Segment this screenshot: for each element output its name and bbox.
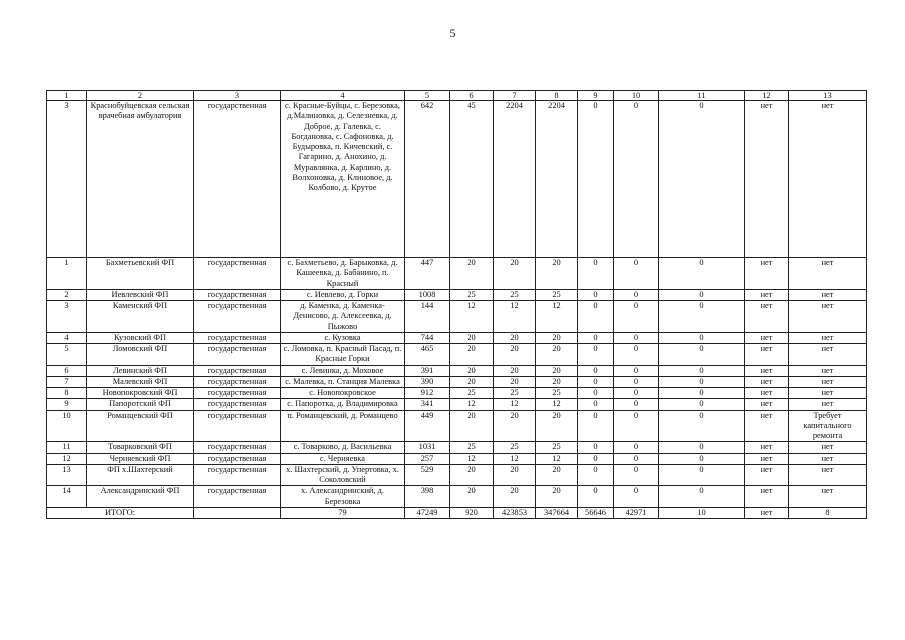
cell-c10: 0 [614, 388, 659, 399]
cell-c9: 0 [578, 486, 614, 508]
cell-c8: 20 [536, 365, 578, 376]
cell-c10: 0 [614, 486, 659, 508]
total-label: ИТОГО: [47, 507, 194, 518]
cell-c4: с. Малевка, п. Станция Малевка [281, 376, 405, 387]
cell-c13: нет [789, 376, 867, 387]
cell-c11: 0 [659, 453, 745, 464]
cell-c8: 25 [536, 442, 578, 453]
cell-c9: 0 [578, 289, 614, 300]
cell-c10: 0 [614, 376, 659, 387]
header-cell: 7 [494, 91, 536, 101]
cell-c6: 20 [450, 464, 494, 486]
cell-c2: Каменский ФП [87, 301, 194, 333]
cell-c1: 2 [47, 289, 87, 300]
cell-c13: нет [789, 464, 867, 486]
cell-c3: государственная [194, 442, 281, 453]
header-cell: 12 [745, 91, 789, 101]
cell-c2: Товарковский ФП [87, 442, 194, 453]
cell-c10: 0 [614, 332, 659, 343]
table-row [47, 101, 867, 258]
cell-c1: 10 [47, 410, 87, 442]
cell-c7: 20 [494, 365, 536, 376]
cell-c1: 3 [47, 301, 87, 333]
cell-c9: 0 [578, 301, 614, 333]
cell-c10: 0 [614, 258, 659, 290]
cell-c12: нет [745, 101, 789, 258]
cell-c2: Бахметьевский ФП [87, 258, 194, 290]
cell-c12: нет [745, 289, 789, 300]
cell-c7: 20 [494, 258, 536, 290]
cell-c7: 12 [494, 301, 536, 333]
cell-c7: 20 [494, 332, 536, 343]
total-c5: 47249 [405, 507, 450, 518]
cell-c12: нет [745, 365, 789, 376]
cell-c9: 0 [578, 101, 614, 258]
table-row [47, 442, 867, 453]
cell-c1: 8 [47, 388, 87, 399]
cell-c10: 0 [614, 410, 659, 442]
cell-c12: нет [745, 486, 789, 508]
table-row [47, 344, 867, 366]
cell-c11: 0 [659, 258, 745, 290]
table-row [47, 388, 867, 399]
cell-c11: 0 [659, 388, 745, 399]
table-row [47, 453, 867, 464]
cell-c1: 14 [47, 486, 87, 508]
cell-c2: Романцевский ФП [87, 410, 194, 442]
cell-c4: с. Иевлево, д. Горки [281, 289, 405, 300]
cell-c7: 25 [494, 388, 536, 399]
cell-c8: 20 [536, 410, 578, 442]
cell-c3: государственная [194, 365, 281, 376]
cell-c10: 0 [614, 464, 659, 486]
cell-c9: 0 [578, 442, 614, 453]
cell-c3: государственная [194, 388, 281, 399]
cell-c6: 25 [450, 388, 494, 399]
cell-c2: Новопокровский ФП [87, 388, 194, 399]
cell-c6: 20 [450, 376, 494, 387]
cell-c13: нет [789, 486, 867, 508]
cell-c4: с. Левинка, д. Моховое [281, 365, 405, 376]
cell-c12: нет [745, 453, 789, 464]
cell-c11: 0 [659, 399, 745, 410]
cell-c3: государственная [194, 332, 281, 343]
cell-c10: 0 [614, 344, 659, 366]
cell-c13: нет [789, 258, 867, 290]
cell-c5: 529 [405, 464, 450, 486]
cell-c3: государственная [194, 464, 281, 486]
page-number: 5 [449, 26, 456, 40]
cell-c12: нет [745, 410, 789, 442]
cell-c6: 45 [450, 101, 494, 258]
cell-c6: 12 [450, 399, 494, 410]
cell-c2: Краснобуйцевская сельская врачебная амбулатория [87, 101, 194, 258]
cell-c12: нет [745, 332, 789, 343]
cell-c8: 20 [536, 464, 578, 486]
cell-c5: 744 [405, 332, 450, 343]
cell-c11: 0 [659, 101, 745, 258]
total-c3 [194, 507, 281, 518]
cell-c5: 1008 [405, 289, 450, 300]
cell-c11: 0 [659, 486, 745, 508]
header-cell: 9 [578, 91, 614, 101]
cell-c6: 20 [450, 486, 494, 508]
header-cell: 6 [450, 91, 494, 101]
cell-c12: нет [745, 399, 789, 410]
cell-c1: 13 [47, 464, 87, 486]
total-c11: 10 [659, 507, 745, 518]
facilities-table [46, 90, 867, 519]
cell-c7: 20 [494, 486, 536, 508]
cell-c5: 449 [405, 410, 450, 442]
cell-c2: Черняевский ФП [87, 453, 194, 464]
cell-c12: нет [745, 388, 789, 399]
table-body [47, 91, 867, 519]
cell-c10: 0 [614, 453, 659, 464]
cell-c10: 0 [614, 101, 659, 258]
cell-c2: Ломовский ФП [87, 344, 194, 366]
cell-c3: государственная [194, 344, 281, 366]
cell-c12: нет [745, 442, 789, 453]
total-c13: 8 [789, 507, 867, 518]
total-c4: 79 [281, 507, 405, 518]
cell-c13: нет [789, 344, 867, 366]
cell-c7: 12 [494, 399, 536, 410]
cell-c11: 0 [659, 464, 745, 486]
cell-c3: государственная [194, 289, 281, 300]
cell-c3: государственная [194, 101, 281, 258]
cell-c6: 20 [450, 258, 494, 290]
cell-c1: 3 [47, 101, 87, 258]
cell-c3: государственная [194, 486, 281, 508]
total-c12: нет [745, 507, 789, 518]
cell-c5: 391 [405, 365, 450, 376]
cell-c13: нет [789, 289, 867, 300]
cell-c8: 25 [536, 289, 578, 300]
cell-c4: с. Кузовка [281, 332, 405, 343]
cell-c9: 0 [578, 365, 614, 376]
cell-c6: 12 [450, 453, 494, 464]
cell-c8: 12 [536, 399, 578, 410]
cell-c4: с. Ломовка, п. Красный Пасад, п. Красные Горки [281, 344, 405, 366]
cell-c3: государственная [194, 453, 281, 464]
cell-c11: 0 [659, 410, 745, 442]
cell-c5: 341 [405, 399, 450, 410]
cell-c11: 0 [659, 344, 745, 366]
header-cell: 2 [87, 91, 194, 101]
cell-c9: 0 [578, 258, 614, 290]
cell-c9: 0 [578, 464, 614, 486]
cell-c8: 20 [536, 332, 578, 343]
cell-c6: 20 [450, 365, 494, 376]
cell-c9: 0 [578, 376, 614, 387]
header-cell: 1 [47, 91, 87, 101]
cell-c10: 0 [614, 399, 659, 410]
cell-c11: 0 [659, 365, 745, 376]
cell-c9: 0 [578, 453, 614, 464]
cell-c2: Малевский ФП [87, 376, 194, 387]
cell-c3: государственная [194, 376, 281, 387]
cell-c5: 1031 [405, 442, 450, 453]
cell-c8: 25 [536, 388, 578, 399]
cell-c1: 11 [47, 442, 87, 453]
cell-c13: нет [789, 365, 867, 376]
cell-c4: с. Новопокровское [281, 388, 405, 399]
cell-c13: нет [789, 453, 867, 464]
cell-c12: нет [745, 376, 789, 387]
total-row [47, 507, 867, 518]
cell-c9: 0 [578, 388, 614, 399]
cell-c8: 20 [536, 258, 578, 290]
cell-c8: 12 [536, 453, 578, 464]
cell-c11: 0 [659, 442, 745, 453]
cell-c10: 0 [614, 301, 659, 333]
cell-c7: 25 [494, 289, 536, 300]
header-cell: 13 [789, 91, 867, 101]
cell-c2: Иевлевский ФП [87, 289, 194, 300]
cell-c8: 20 [536, 376, 578, 387]
cell-c2: ФП х.Шахтерский [87, 464, 194, 486]
table-row [47, 399, 867, 410]
header-row [47, 91, 867, 101]
total-c9: 56646 [578, 507, 614, 518]
cell-c4: с. Папоротка, д. Владимировка [281, 399, 405, 410]
cell-c4: с. Черняевка [281, 453, 405, 464]
total-c10: 42971 [614, 507, 659, 518]
cell-c8: 12 [536, 301, 578, 333]
table-row [47, 332, 867, 343]
cell-c4: с. Бахметьево, д. Барыковка, д. Кашеевка, д. Бабанино, п. Красный [281, 258, 405, 290]
table-row [47, 486, 867, 508]
cell-c8: 20 [536, 344, 578, 366]
header-cell: 11 [659, 91, 745, 101]
cell-c2: Папоротский ФП [87, 399, 194, 410]
cell-c11: 0 [659, 289, 745, 300]
cell-c1: 9 [47, 399, 87, 410]
cell-c5: 257 [405, 453, 450, 464]
total-c7: 423853 [494, 507, 536, 518]
cell-c6: 25 [450, 289, 494, 300]
cell-c6: 25 [450, 442, 494, 453]
cell-c1: 12 [47, 453, 87, 464]
cell-c4: х. Александринский, д. Березовка [281, 486, 405, 508]
table-row [47, 376, 867, 387]
cell-c1: 7 [47, 376, 87, 387]
cell-c5: 398 [405, 486, 450, 508]
cell-c10: 0 [614, 442, 659, 453]
cell-c6: 20 [450, 410, 494, 442]
cell-c9: 0 [578, 332, 614, 343]
cell-c7: 20 [494, 344, 536, 366]
cell-c5: 465 [405, 344, 450, 366]
cell-c11: 0 [659, 376, 745, 387]
cell-c6: 12 [450, 301, 494, 333]
cell-c5: 447 [405, 258, 450, 290]
table-row [47, 464, 867, 486]
cell-c7: 25 [494, 442, 536, 453]
header-cell: 10 [614, 91, 659, 101]
cell-c5: 912 [405, 388, 450, 399]
cell-c7: 12 [494, 453, 536, 464]
cell-c6: 20 [450, 332, 494, 343]
cell-c1: 5 [47, 344, 87, 366]
header-cell: 5 [405, 91, 450, 101]
cell-c4: с. Красные-Буйцы, с. Березовка, д.Малиновка, д. Селезневка, д. Доброе, д. Галевка, с. Богдановка, с. Сафоновка, д. Будыровка, п. Кичевский, с. Гагарино, д. Анохино, д. Муравлянка, д. Карлино, д. Волхоновка, д. Клиновое, д. Колбово, д. Крутое [281, 101, 405, 258]
table-row [47, 258, 867, 290]
cell-c5: 642 [405, 101, 450, 258]
table-row [47, 301, 867, 333]
cell-c6: 20 [450, 344, 494, 366]
total-c8: 347664 [536, 507, 578, 518]
cell-c3: государственная [194, 399, 281, 410]
cell-c4: с. Товарково, д. Васильевка [281, 442, 405, 453]
cell-c12: нет [745, 464, 789, 486]
cell-c4: д. Каменка, д. Каменка-Денисово, д. Алексеевка, д. Пыжово [281, 301, 405, 333]
cell-c13: Требует капитального ремонта [789, 410, 867, 442]
header-cell: 4 [281, 91, 405, 101]
cell-c12: нет [745, 301, 789, 333]
cell-c10: 0 [614, 289, 659, 300]
cell-c13: нет [789, 101, 867, 258]
cell-c1: 1 [47, 258, 87, 290]
cell-c7: 20 [494, 464, 536, 486]
cell-c12: нет [745, 258, 789, 290]
cell-c11: 0 [659, 301, 745, 333]
table-row [47, 410, 867, 442]
cell-c10: 0 [614, 365, 659, 376]
cell-c8: 2204 [536, 101, 578, 258]
cell-c4: х. Шахтерский, д. Упертовка, х. Соколовский [281, 464, 405, 486]
cell-c13: нет [789, 301, 867, 333]
cell-c13: нет [789, 332, 867, 343]
cell-c13: нет [789, 388, 867, 399]
cell-c8: 20 [536, 486, 578, 508]
cell-c13: нет [789, 399, 867, 410]
cell-c2: Александринский ФП [87, 486, 194, 508]
cell-c4: п. Романцевский, д. Романцево [281, 410, 405, 442]
cell-c3: государственная [194, 410, 281, 442]
cell-c2: Кузовский ФП [87, 332, 194, 343]
cell-c12: нет [745, 344, 789, 366]
cell-c3: государственная [194, 301, 281, 333]
cell-c2: Левинский ФП [87, 365, 194, 376]
cell-c1: 6 [47, 365, 87, 376]
cell-c9: 0 [578, 410, 614, 442]
cell-c11: 0 [659, 332, 745, 343]
table-row [47, 289, 867, 300]
total-c6: 920 [450, 507, 494, 518]
cell-c5: 144 [405, 301, 450, 333]
cell-c9: 0 [578, 399, 614, 410]
cell-c5: 390 [405, 376, 450, 387]
cell-c7: 20 [494, 410, 536, 442]
cell-c7: 2204 [494, 101, 536, 258]
header-cell: 8 [536, 91, 578, 101]
cell-c13: нет [789, 442, 867, 453]
header-cell: 3 [194, 91, 281, 101]
cell-c7: 20 [494, 376, 536, 387]
table-row [47, 365, 867, 376]
cell-c3: государственная [194, 258, 281, 290]
cell-c1: 4 [47, 332, 87, 343]
cell-c9: 0 [578, 344, 614, 366]
